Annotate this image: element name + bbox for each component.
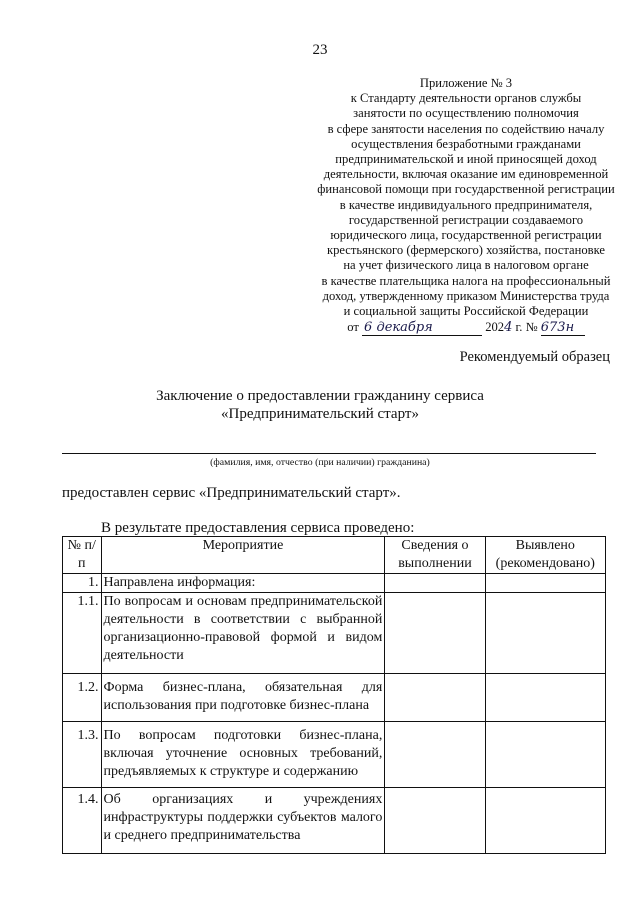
header-info: Сведения о выполнении (385, 537, 485, 574)
appendix-line: юридического лица, государственной регистрации (330, 228, 602, 243)
handwritten-year-digit: 4 (504, 320, 513, 336)
appendix-line: доход, утвержденному приказом Министерства труда (322, 288, 610, 303)
header-event: Мероприятие (101, 537, 385, 574)
measures-table (62, 536, 606, 854)
appendix-line: в сфере занятости населения по содействию началу (327, 121, 605, 136)
appendix-line: предпринимательской и иной приносящей доход (335, 152, 597, 167)
row-num: 1.4. (63, 788, 102, 854)
page-number: 23 (312, 42, 328, 58)
table-row (63, 574, 606, 593)
result-heading: В результате предоставления сервиса проведено: (101, 520, 415, 536)
header-found: Выявлено (рекомендовано) (485, 537, 605, 574)
header-num: № п/п (63, 537, 102, 574)
year-prefix: 202 (485, 320, 505, 335)
title-line: «Предпринимательский старт» (221, 406, 419, 422)
table-row (63, 722, 606, 788)
appendix-line: осуществления безработными гражданами (351, 136, 581, 151)
row-event: Об организациях и учреждениях инфраструктуры поддержки субъектов малого и среднего предпринимательства (101, 788, 385, 854)
row-info[interactable] (385, 674, 485, 722)
row-info[interactable] (385, 788, 485, 854)
row-found[interactable] (485, 722, 605, 788)
row-found[interactable] (485, 574, 605, 593)
table-header-row (63, 537, 606, 574)
appendix-line: государственной регистрации создаваемого (348, 212, 584, 227)
appendix-line: на учет физического лица в налоговом органе (343, 258, 589, 273)
citizen-name-caption: (фамилия, имя, отчество (при наличии) гражданина) (210, 457, 430, 468)
table-row (63, 593, 606, 674)
appendix-line: крестьянского (фермерского) хозяйства, постановке (326, 243, 606, 258)
appendix-line: в качестве индивидуального предпринимателя, (339, 197, 593, 212)
year-suffix: г. № (515, 320, 538, 335)
row-event: По вопросам подготовки бизнес-плана, включая уточнение основных требований, предъявляемых к структуре и содержанию (101, 722, 385, 788)
row-num: 1. (63, 574, 102, 593)
row-found[interactable] (485, 674, 605, 722)
appendix-line: к Стандарту деятельности органов службы (350, 91, 582, 106)
row-found[interactable] (485, 788, 605, 854)
citizen-name-line (62, 453, 596, 454)
from-label: от (347, 320, 359, 335)
handwritten-order-number: 673н (541, 320, 585, 336)
row-event: Форма бизнес-плана, обязательная для использования при подготовке бизнес-плана (101, 674, 385, 722)
row-num: 1.1. (63, 593, 102, 674)
row-num: 1.2. (63, 674, 102, 722)
document-title (0, 387, 640, 423)
appendix-line: финансовой помощи при государственной регистрации (317, 182, 615, 197)
appendix-line: Приложение № 3 (419, 76, 513, 90)
table-row (63, 788, 606, 854)
row-event: Направлена информация: (101, 574, 385, 593)
row-num: 1.3. (63, 722, 102, 788)
order-reference (296, 320, 636, 336)
row-info[interactable] (385, 593, 485, 674)
title-line: Заключение о предоставлении гражданину сервиса (156, 388, 484, 404)
appendix-line: деятельности, включая оказание им единовременной (323, 167, 609, 182)
row-event: По вопросам и основам предпринимательской деятельности в соответствии с выбранной организационно-правовой формой и видом деятельности (101, 593, 385, 674)
provided-service-text: предоставлен сервис «Предпринимательский старт». (62, 485, 401, 501)
appendix-header (296, 76, 636, 336)
table-row (63, 674, 606, 722)
row-found[interactable] (485, 593, 605, 674)
recommended-sample-label: Рекомендуемый образец (459, 349, 610, 365)
row-info[interactable] (385, 722, 485, 788)
appendix-line: занятости по осуществлению полномочия (353, 106, 579, 121)
appendix-line: и социальной защиты Российской Федерации (343, 304, 589, 319)
handwritten-date: 6 декабря (362, 320, 482, 336)
appendix-line: в качестве плательщика налога на профессиональный (321, 273, 611, 288)
row-info[interactable] (385, 574, 485, 593)
